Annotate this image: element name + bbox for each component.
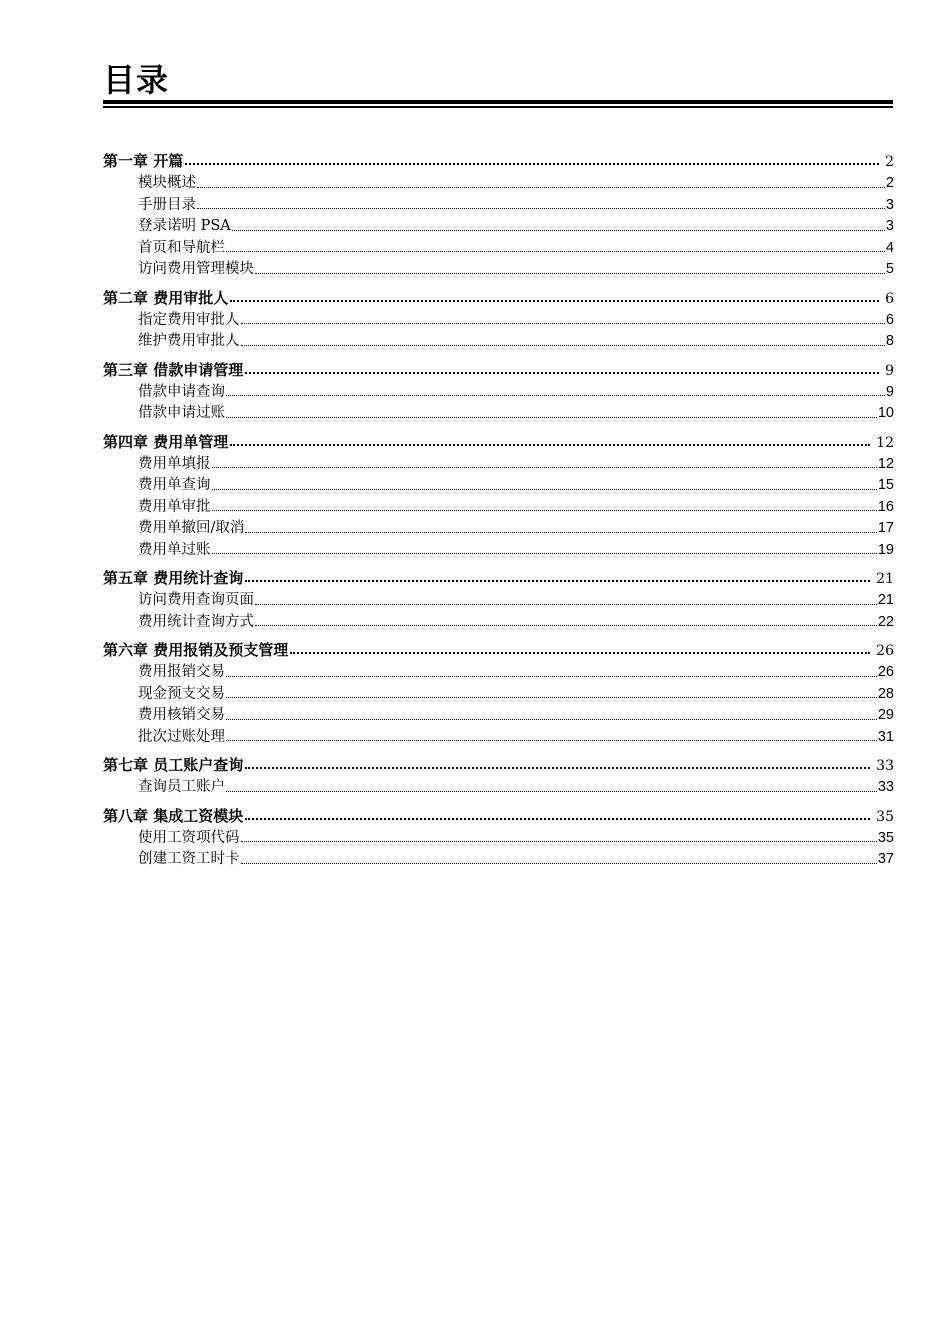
section-title: 模块概述	[138, 175, 196, 191]
toc-chapter	[103, 567, 894, 631]
toc-section-entry[interactable]	[103, 725, 894, 747]
section-title: 首页和导航栏	[138, 239, 225, 256]
toc-section-entry[interactable]	[103, 660, 894, 682]
dot-leader	[255, 272, 885, 274]
section-title: 费用核销交易	[138, 707, 225, 723]
toc-chapter	[103, 431, 894, 560]
chapter-title: 第一章 开篇	[103, 152, 184, 170]
toc-section-entry[interactable]	[103, 214, 894, 236]
toc-chapter-entry[interactable]	[103, 754, 894, 775]
page-number: 12	[877, 455, 894, 472]
section-title: 创建工资工时卡	[138, 851, 240, 867]
dot-leader	[197, 186, 885, 188]
toc-chapter-entry[interactable]	[103, 567, 894, 588]
dot-leader	[232, 229, 885, 231]
toc-section-entry[interactable]	[103, 516, 894, 538]
page-number: 10	[877, 405, 894, 421]
page-number: 2	[885, 154, 894, 170]
dot-leader	[245, 579, 870, 582]
dot-leader	[245, 817, 870, 820]
dot-leader	[212, 509, 877, 511]
section-title: 访问费用管理模块	[138, 261, 254, 277]
toc-section-entry[interactable]	[103, 538, 894, 560]
toc-section-entry[interactable]	[103, 682, 894, 704]
chapter-title: 第二章 费用审批人	[103, 288, 229, 307]
chapter-title: 第八章 集成工资模块	[103, 806, 244, 825]
toc-section-entry[interactable]	[103, 236, 894, 258]
dot-leader	[241, 862, 877, 864]
page-number: 35	[876, 808, 894, 825]
dot-leader	[290, 651, 870, 654]
page-number: 16	[877, 498, 894, 515]
toc-chapter-entry[interactable]	[103, 150, 894, 171]
dot-leader	[197, 207, 885, 209]
toc-section-entry[interactable]	[103, 380, 894, 402]
section-title: 借款申请查询	[138, 383, 225, 400]
section-title: 费用单撤回/取消	[138, 520, 245, 536]
dot-leader	[185, 162, 879, 165]
section-title: 费用统计查询方式	[138, 613, 254, 630]
dot-leader	[226, 250, 885, 252]
toc-section-entry[interactable]	[103, 775, 894, 797]
page-number: 26	[877, 664, 894, 680]
toc-chapter	[103, 359, 894, 423]
section-title: 借款申请过账	[138, 405, 225, 421]
toc-section-entry[interactable]	[103, 193, 894, 215]
toc-section-entry[interactable]	[103, 610, 894, 632]
chapter-title: 第七章 员工账户查询	[103, 756, 244, 774]
toc-section-entry[interactable]	[103, 308, 894, 330]
section-title: 费用单过账	[138, 541, 211, 558]
section-title: 费用单审批	[138, 498, 211, 515]
page-number: 28	[877, 685, 894, 702]
section-title: 查询员工账户	[138, 779, 225, 795]
toc-chapter	[103, 805, 894, 869]
page-number: 15	[877, 477, 894, 493]
page-number: 33	[877, 779, 894, 795]
toc-chapter	[103, 639, 894, 746]
section-title: 使用工资项代码	[138, 829, 240, 846]
dot-leader	[230, 443, 870, 446]
toc-chapter-entry[interactable]	[103, 805, 894, 826]
dot-leader	[226, 416, 877, 418]
toc-section-entry[interactable]	[103, 588, 894, 610]
table-of-contents	[103, 150, 894, 877]
page-number: 26	[876, 643, 894, 659]
page-number: 6	[885, 311, 894, 328]
dot-leader	[212, 488, 877, 490]
dot-leader	[226, 790, 877, 792]
dot-leader	[241, 322, 885, 324]
page-number: 9	[885, 383, 894, 400]
page-number: 3	[885, 218, 894, 234]
title-rule-thick	[103, 100, 893, 104]
dot-leader	[241, 344, 885, 346]
section-title: 访问费用查询页面	[138, 592, 254, 608]
toc-chapter-entry[interactable]	[103, 359, 894, 380]
toc-chapter-entry[interactable]	[103, 431, 894, 452]
dot-leader	[245, 371, 879, 374]
toc-section-entry[interactable]	[103, 329, 894, 351]
page-number: 31	[877, 728, 894, 745]
toc-section-entry[interactable]	[103, 847, 894, 869]
page-number: 22	[877, 613, 894, 630]
page-title: 目录	[103, 61, 170, 99]
chapter-title: 第五章 费用统计查询	[103, 569, 244, 587]
page-number: 4	[885, 239, 894, 256]
title-rule-thin	[103, 106, 893, 108]
dot-leader	[226, 394, 885, 396]
toc-section-entry[interactable]	[103, 703, 894, 725]
page-number: 17	[877, 520, 894, 536]
section-title: 手册目录	[138, 196, 196, 213]
dot-leader	[245, 766, 870, 769]
toc-chapter-entry[interactable]	[103, 287, 894, 308]
dot-leader	[212, 552, 877, 554]
dot-leader	[226, 739, 877, 741]
section-title: 维护费用审批人	[138, 333, 240, 349]
toc-section-entry[interactable]	[103, 452, 894, 474]
dot-leader	[241, 840, 877, 842]
page-number: 19	[877, 541, 894, 558]
page-number: 21	[877, 592, 894, 608]
page-number: 5	[885, 261, 894, 277]
section-title: 现金预支交易	[138, 685, 225, 702]
dot-leader	[212, 466, 877, 468]
page-number: 3	[885, 196, 894, 213]
toc-chapter	[103, 287, 894, 351]
section-title: 登录诺明 PSA	[138, 218, 231, 234]
dot-leader	[226, 696, 877, 698]
toc-chapter	[103, 150, 894, 279]
page-number: 12	[876, 434, 894, 451]
dot-leader	[230, 299, 879, 302]
toc-section-entry[interactable]	[103, 171, 894, 193]
dot-leader	[255, 603, 877, 605]
page-number: 9	[885, 362, 894, 379]
dot-leader	[226, 675, 877, 677]
page-number: 8	[885, 333, 894, 349]
toc-chapter-entry[interactable]	[103, 639, 894, 660]
page-number: 35	[877, 829, 894, 846]
dot-leader	[245, 531, 876, 533]
toc-section-entry[interactable]	[103, 401, 894, 423]
chapter-title: 第三章 借款申请管理	[103, 360, 244, 379]
section-title: 费用单查询	[138, 477, 211, 493]
dot-leader	[226, 718, 877, 720]
section-title: 费用单填报	[138, 455, 211, 472]
toc-chapter	[103, 754, 894, 797]
chapter-title: 第四章 费用单管理	[103, 432, 229, 451]
section-title: 费用报销交易	[138, 664, 225, 680]
toc-section-entry[interactable]	[103, 257, 894, 279]
toc-section-entry[interactable]	[103, 495, 894, 517]
toc-section-entry[interactable]	[103, 473, 894, 495]
chapter-title: 第六章 费用报销及预支管理	[103, 641, 289, 659]
page-number: 29	[877, 707, 894, 723]
page-number: 37	[877, 851, 894, 867]
page-number: 2	[885, 175, 894, 191]
page-number: 21	[876, 571, 894, 587]
page-number: 33	[876, 758, 894, 774]
dot-leader	[255, 624, 877, 626]
toc-section-entry[interactable]	[103, 826, 894, 848]
section-title: 指定费用审批人	[138, 311, 240, 328]
section-title: 批次过账处理	[138, 728, 225, 745]
page-number: 6	[885, 290, 894, 307]
